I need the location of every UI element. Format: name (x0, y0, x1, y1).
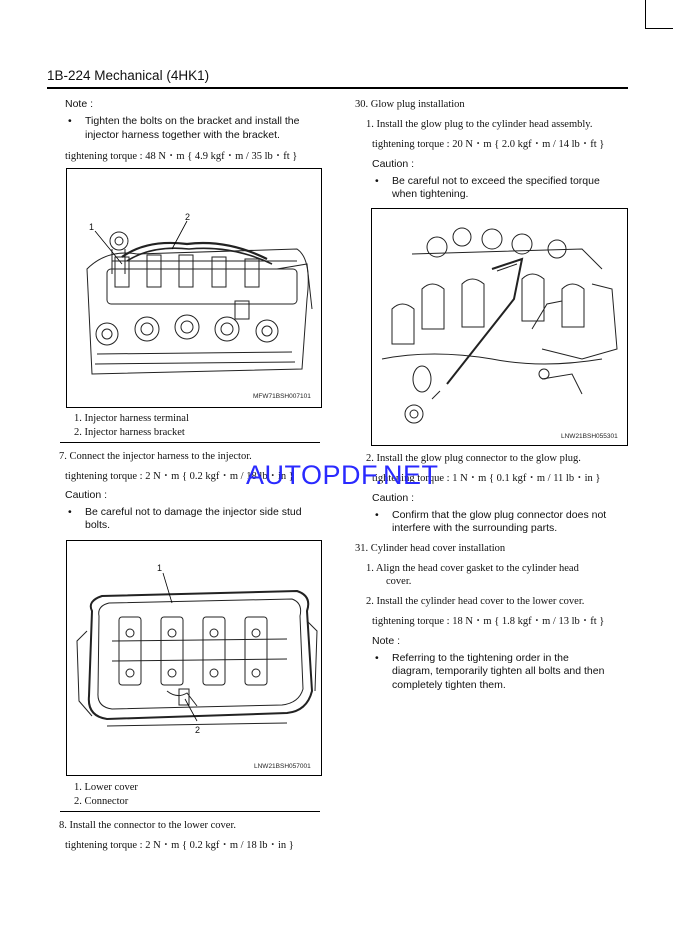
crop-mark (645, 0, 646, 29)
substep: cover. (386, 576, 412, 587)
figure-glow-plug (371, 208, 628, 446)
torque-spec: tightening torque : 48 N・m { 4.9 kgf・m / 35 lb・ft } (65, 151, 298, 162)
substep: 2. Install the cylinder head cover to the lower cover. (366, 596, 585, 607)
step-30: 30. Glow plug installation (355, 99, 465, 110)
caution-text: bolts. (85, 519, 111, 531)
glow-plug-illustration (372, 209, 627, 445)
callout-2: 2 (185, 212, 191, 222)
page-header-title: 1B-224 Mechanical (4HK1) (47, 68, 210, 83)
note-text: Tighten the bolts on the bracket and install the (85, 115, 300, 127)
legend-item: 2. Injector harness bracket (74, 427, 185, 438)
note-text: diagram, temporarily tighten all bolts and then (392, 665, 605, 677)
legend-item: 1. Injector harness terminal (74, 413, 189, 424)
callout-1: 1 (89, 222, 95, 232)
bullet-dot: • (68, 115, 72, 127)
caution-text: interfere with the surrounding parts. (392, 522, 558, 534)
torque-spec: tightening torque : 2 N・m { 0.2 kgf・m / 18 lb・in } (65, 840, 294, 851)
divider (60, 442, 320, 443)
note-text: Referring to the tightening order in the (392, 652, 569, 664)
note-label: Note : (372, 635, 401, 647)
divider (60, 811, 320, 812)
caution-label: Caution : (65, 489, 108, 501)
step-8: 8. Install the connector to the lower cover. (59, 820, 236, 831)
engine-illustration (67, 169, 321, 407)
figure-code: MFW71BSH007101 (253, 393, 311, 400)
caution-text: Be careful not to damage the injector side stud (85, 506, 302, 518)
caution-label: Caution : (372, 492, 415, 504)
step-7: 7. Connect the injector harness to the injector. (59, 451, 252, 462)
crop-mark (645, 28, 673, 29)
figure-lower-cover (66, 540, 322, 776)
callout-2: 2 (195, 725, 201, 735)
bullet-dot: • (375, 175, 379, 187)
torque-spec: tightening torque : 18 N・m { 1.8 kgf・m / 13 lb・ft } (372, 616, 605, 627)
legend-item: 2. Connector (74, 796, 129, 807)
legend-item: 1. Lower cover (74, 782, 138, 793)
figure-code: LNW21BSH055301 (561, 433, 618, 440)
caution-text: Confirm that the glow plug connector does not (392, 509, 607, 521)
caution-text: Be careful not to exceed the specified torque (392, 175, 600, 187)
caution-label: Caution : (372, 158, 415, 170)
bullet-dot: • (68, 506, 72, 518)
watermark: AUTOPDF.NET (246, 460, 439, 490)
header-rule (47, 87, 628, 89)
note-text: completely tighten them. (392, 679, 506, 691)
callout-1: 1 (157, 563, 163, 573)
note-label: Note : (65, 98, 94, 110)
substep: 1. Install the glow plug to the cylinder head assembly. (366, 119, 593, 130)
caution-text: when tightening. (392, 188, 469, 200)
step-31: 31. Cylinder head cover installation (355, 543, 506, 554)
note-text: injector harness together with the bracket. (85, 129, 280, 141)
torque-spec: tightening torque : 2 N・m { 0.2 kgf・m / 18 lb・in } (65, 471, 294, 482)
figure-injector-harness (66, 168, 322, 408)
substep: 2. Install the glow plug connector to the glow plug. (366, 453, 581, 464)
bullet-dot: • (375, 509, 379, 521)
bullet-dot: • (375, 652, 379, 664)
lower-cover-illustration (67, 541, 321, 775)
figure-code: LNW21BSH057001 (254, 763, 311, 770)
torque-spec: tightening torque : 1 N・m { 0.1 kgf・m / 11 lb・in } (372, 473, 601, 484)
torque-spec: tightening torque : 20 N・m { 2.0 kgf・m / 14 lb・ft } (372, 139, 605, 150)
substep: 1. Align the head cover gasket to the cylinder head (366, 563, 579, 574)
